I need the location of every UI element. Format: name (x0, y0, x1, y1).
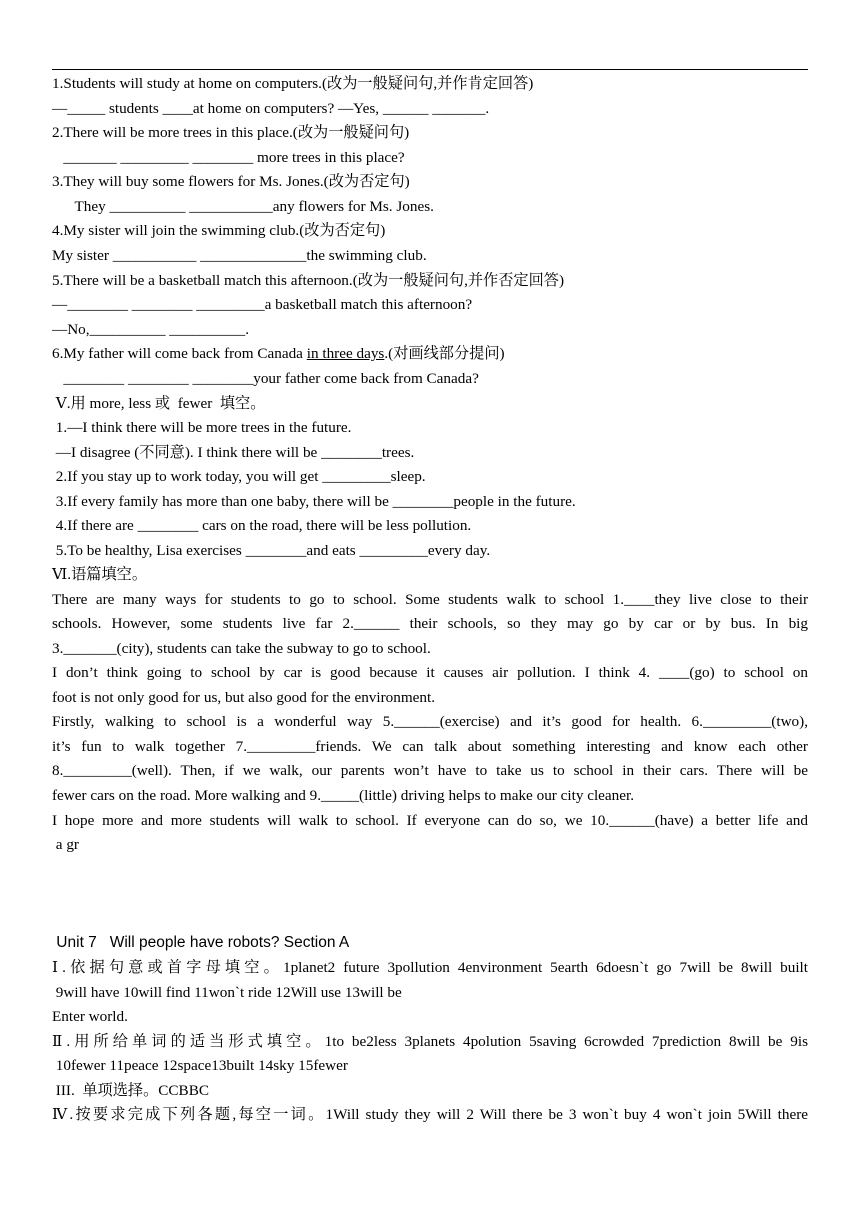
passage-line: I don’t think going to school by car is good because it causes air pollution. I think 4. ____(go) to school on (52, 664, 808, 681)
answer-line: Ⅱ.用所给单词的适当形式填空。1to be2less 3planets 4polution 5saving 6crowded 7prediction 8will be 9is (52, 1033, 808, 1050)
question-6 (52, 345, 808, 363)
passage-line: There are many ways for students to go to school. Some students walk to school 1.____they live close to their (52, 591, 808, 608)
answer-line: III. 单项选择。CCBBC (52, 1082, 209, 1099)
passage-line: I hope more and more students will walk to school. If everyone can do so, we 10.______(have) a better life and (52, 812, 808, 829)
section-v-heading: Ⅴ.用 more, less 或 fewer 填空。 (52, 395, 266, 412)
answer-line: Enter world. (52, 1008, 128, 1025)
question-4: 4.My sister will join the swimming club.(改为否定句) (52, 222, 386, 239)
question-6-underlined: in three days (306, 345, 385, 362)
question-5-answer: —No,__________ __________. (52, 321, 250, 338)
section-vi-heading: Ⅵ.语篇填空。 (52, 566, 148, 583)
question-3-blanks: They __________ ___________any flowers for Ms. Jones. (52, 198, 434, 215)
question-2-blanks: _______ _________ ________ more trees in this place? (52, 149, 405, 166)
passage-line: 3._______(city), students can take the subway to go to school. (52, 640, 431, 657)
question-5: 5.There will be a basketball match this afternoon.(改为一般疑问句,并作否定回答) (52, 272, 565, 289)
question-1: 1.Students will study at home on computers.(改为一般疑问句,并作肯定回答) (52, 75, 534, 92)
v-question-5: 5.To be healthy, Lisa exercises ________and eats _________every day. (52, 542, 491, 559)
passage-line: Firstly, walking to school is a wonderful way 5.______(exercise) and it’s good for health. 6._________(two), (52, 713, 808, 730)
question-2: 2.There will be more trees in this place.(改为一般疑问句) (52, 124, 410, 141)
question-6-instruction: .(对画线部分提问) (384, 345, 505, 362)
passage-line: 8._________(well). Then, if we walk, our parents won’t have to take us to school in their cars. There will be (52, 762, 808, 779)
answer-line: Ⅳ.按要求完成下列各题,每空一词。1Will study they will 2 Will there be 3 won`t buy 4 won`t join 5Will there (52, 1106, 808, 1123)
v-question-4: 4.If there are ________ cars on the road, there will be less pollution. (52, 517, 472, 534)
v-question-3: 3.If every family has more than one baby, there will be ________people in the future. (52, 493, 576, 510)
v-question-1b: —I disagree (不同意). I think there will be ________trees. (52, 444, 415, 461)
passage-line: schools. However, some students live far 2.______ their schools, so they may go by car or by bus. In big (52, 615, 808, 632)
top-rule (52, 69, 808, 70)
passage-line: foot is not only good for us, but also good for the environment. (52, 689, 436, 706)
question-5-blanks: —________ ________ _________a basketball match this afternoon? (52, 296, 473, 313)
answer-line: 10fewer 11peace 12space13built 14sky 15fewer (52, 1057, 348, 1074)
question-6-blanks: ________ ________ ________your father come back from Canada? (52, 370, 479, 387)
passage-line: it’s fun to walk together 7._________friends. We can talk about something interesting and know each other (52, 738, 808, 755)
v-question-2: 2.If you stay up to work today, you will get _________sleep. (52, 468, 426, 485)
question-3: 3.They will buy some flowers for Ms. Jones.(改为否定句) (52, 173, 410, 190)
passage-line: a gr (52, 836, 79, 853)
question-6-text: 6.My father will come back from Canada (52, 345, 307, 362)
v-question-1a: 1.—I think there will be more trees in the future. (52, 419, 352, 436)
passage-line: fewer cars on the road. More walking and 9._____(little) driving helps to make our city cleaner. (52, 787, 635, 804)
question-4-blanks: My sister ___________ ______________the swimming club. (52, 247, 427, 264)
answer-line: Ⅰ.依据句意或首字母填空。1planet2 future 3pollution 4environment 5earth 6doesn`t go 7will be 8will built (52, 959, 808, 976)
question-1-blanks: —_____ students ____at home on computers? —Yes, ______ _______. (52, 100, 490, 117)
unit-title: Unit 7 Will people have robots? Section A (52, 934, 350, 951)
answer-line: 9will have 10will find 11won`t ride 12Will use 13will be (52, 984, 402, 1001)
